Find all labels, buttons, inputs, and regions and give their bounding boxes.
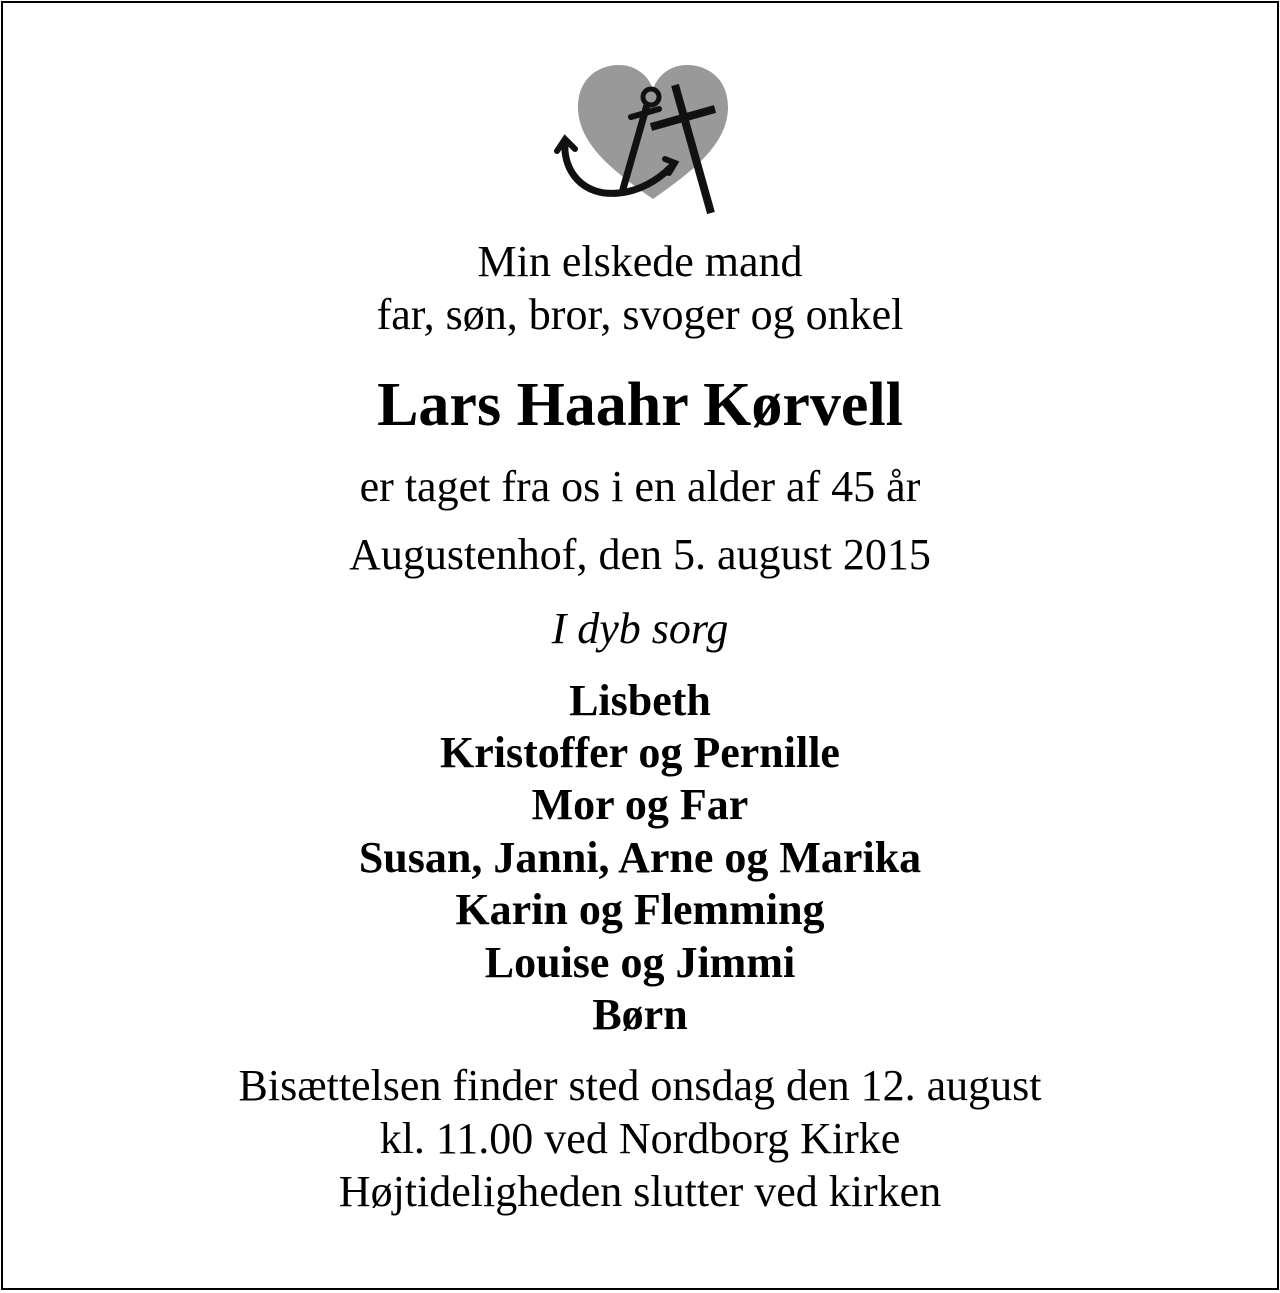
mourner-line: Børn: [592, 990, 688, 1039]
mourner-line: Karin og Flemming: [455, 885, 825, 934]
funeral-line-3: Højtideligheden slutter ved kirken: [338, 1167, 942, 1216]
mourner-line: Lisbeth: [569, 676, 711, 725]
intro-line-1: Min elskede mand: [477, 237, 803, 286]
grief-line: I dyb sorg: [551, 604, 729, 653]
intro-line-2: far, søn, bror, svoger og onkel: [376, 290, 904, 339]
obituary-frame: [1, 1, 1279, 1290]
mourner-line: Louise og Jimmi: [484, 938, 796, 987]
deceased-name: Lars Haahr Kørvell: [377, 371, 903, 439]
mourner-line: Mor og Far: [531, 780, 749, 829]
place-date-line: Augustenhof, den 5. august 2015: [349, 530, 931, 579]
funeral-line-2: kl. 11.00 ved Nordborg Kirke: [379, 1114, 901, 1163]
mourner-line: Kristoffer og Pernille: [440, 728, 840, 777]
mourner-line: Susan, Janni, Arne og Marika: [358, 833, 922, 882]
heart-anchor-cross-icon: [553, 59, 733, 219]
age-line: er taget fra os i en alder af 45 år: [359, 462, 921, 511]
funeral-line-1: Bisættelsen finder sted onsdag den 12. august: [238, 1061, 1042, 1110]
